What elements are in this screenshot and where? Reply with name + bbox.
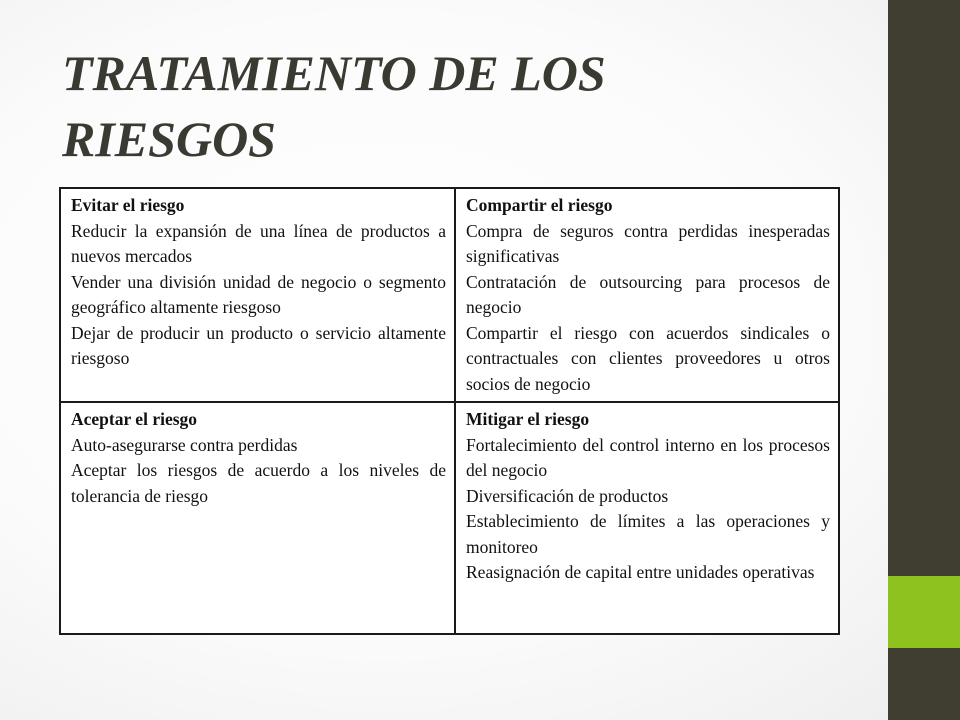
cell-heading: Evitar el riesgo [71, 195, 185, 215]
list-item: Reducir la expansión de una línea de productos a nuevos mercados [71, 220, 446, 266]
slide-title-line-2: RIESGOS [62, 111, 276, 167]
list-item: Fortalecimiento del control interno en los procesos del negocio [466, 434, 830, 480]
list-item: Auto-asegurarse contra perdidas [71, 434, 298, 455]
list-item: Dejar de producir un producto o servicio altamente riesgoso [71, 322, 446, 368]
list-item: Compra de seguros contra perdidas inesperadas significativas [466, 220, 830, 266]
risk-treatment-table-wrapper [59, 187, 840, 635]
risk-treatment-table [59, 187, 840, 635]
list-item: Aceptar los riesgos de acuerdo a los niveles de tolerancia de riesgo [71, 460, 446, 506]
cell-heading: Aceptar el riesgo [71, 409, 198, 429]
table-row [60, 402, 839, 634]
cell-accept-risk [60, 402, 455, 634]
list-item: Reasignación de capital entre unidades operativas [466, 562, 815, 582]
list-item: Contratación de outsourcing para procesos de negocio [466, 271, 830, 317]
slide-title [62, 40, 862, 172]
list-item: Compartir el riesgo con acuerdos sindicales o contractuales con clientes proveedores u otros socios de negocio [466, 322, 830, 394]
cell-heading: Mitigar el riesgo [466, 409, 590, 429]
list-item: Vender una división unidad de negocio o segmento geográfico altamente riesgoso [71, 271, 446, 317]
cell-mitigate-risk [455, 402, 839, 634]
list-item: Establecimiento de límites a las operaciones y monitoreo [466, 511, 830, 557]
cell-share-risk [455, 188, 839, 402]
slide-title-line-1: TRATAMIENTO DE LOS [62, 45, 606, 101]
side-accent-block [888, 576, 960, 648]
cell-heading: Compartir el riesgo [466, 195, 613, 215]
table-row [60, 188, 839, 402]
cell-avoid-risk [60, 188, 455, 402]
list-item: Diversificación de productos [466, 485, 669, 506]
